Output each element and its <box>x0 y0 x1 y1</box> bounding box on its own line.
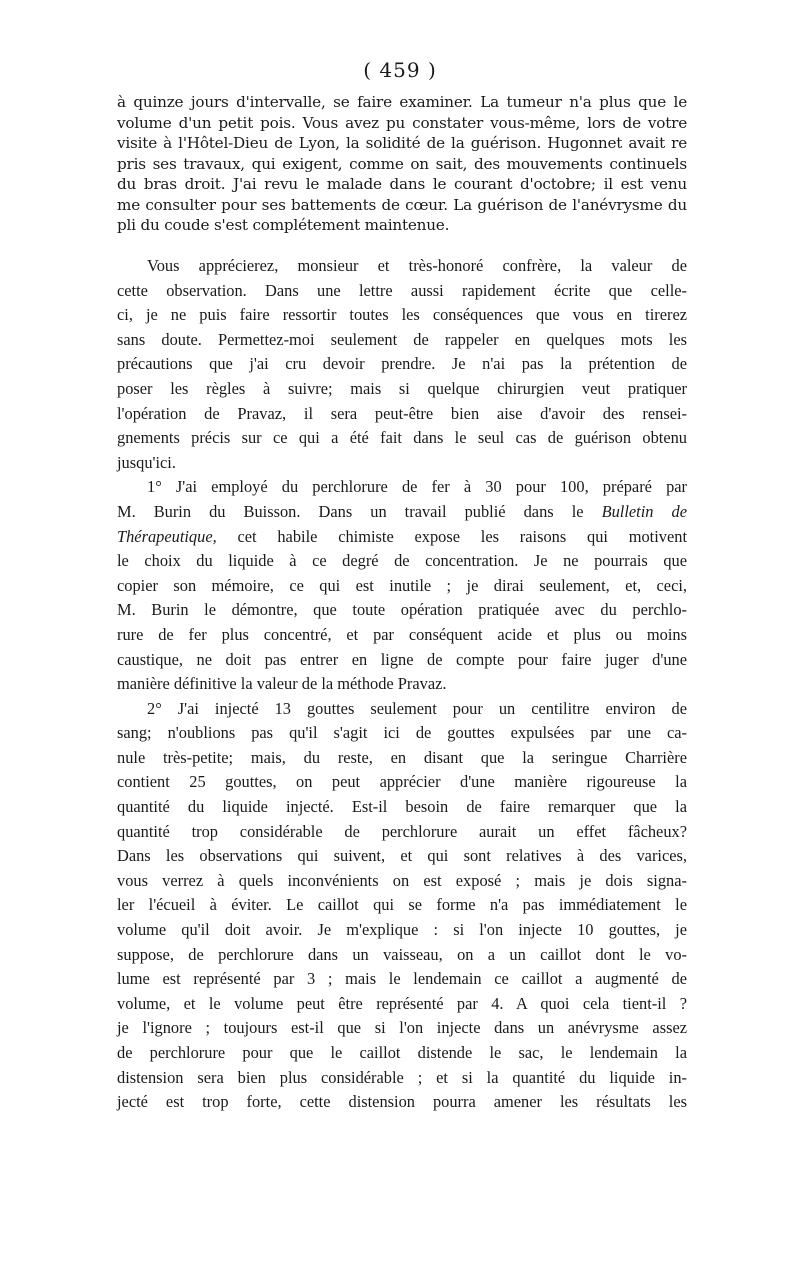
paragraph-point-2 <box>117 697 687 1115</box>
text-line: je l'ignore ; toujours est-il que si l'on injecte dans un anévrysme assez <box>117 1018 687 1038</box>
text-line: jusqu'ici. <box>117 452 176 472</box>
text-line: 2° J'ai injecté 13 gouttes seulement pour un centilitre environ de <box>147 698 687 718</box>
main-text <box>117 254 687 1115</box>
text-line: lume est représenté par 3 ; mais le lendemain ce caillot a augmenté de <box>117 969 687 989</box>
text-line <box>117 525 687 550</box>
page-number: ( 459 ) <box>363 58 437 82</box>
paragraph-point-1 <box>117 475 687 696</box>
text-line <box>117 500 687 525</box>
text-line: du bras droit. J'ai revu le malade dans le courant d'octobre; il est venu <box>117 175 687 193</box>
text-line: pris ses travaux, qui exigent, comme on sait, des mouvements continuels <box>117 154 687 173</box>
text-line: suppose, de perchlorure dans un vaisseau, on a un caillot dont le vo- <box>117 944 687 964</box>
text-line: me consulter pour ses battements de cœur. La guérison de l'anévrysme du <box>117 195 687 214</box>
italic-title: Bulletin de <box>601 501 687 521</box>
text-line: M. Burin le démontre, que toute opération pratiquée avec du perchlo- <box>117 600 687 620</box>
text-line: ci, je ne puis faire ressortir toutes les conséquences que vous en tirerez <box>117 305 687 325</box>
text-run: cet habile chimiste expose les raisons qui motivent <box>216 526 687 546</box>
text-line: quantité du liquide injecté. Est-il besoin de faire remarquer que la <box>117 797 687 817</box>
text-line: nule très-petite; mais, du reste, en disant que la seringue Charrière <box>117 747 687 767</box>
text-line: visite à l'Hôtel-Dieu de Lyon, la solidité de la guérison. Hugonnet avait re <box>117 134 687 152</box>
text-line: manière définitive la valeur de la méthode Pravaz. <box>117 674 447 694</box>
text-line: copier son mémoire, ce qui est inutile ; je dirai seulement, et, ceci, <box>117 575 687 595</box>
text-line: volume qu'il doit avoir. Je m'explique : si l'on injecte 10 gouttes, je <box>117 920 687 940</box>
text-line: volume, et le volume peut être représenté par 4. A quoi cela tient-il ? <box>117 993 687 1013</box>
text-line: Vous apprécierez, monsieur et très-honoré confrère, la valeur de <box>147 256 687 275</box>
text-line: poser les règles à suivre; mais si quelque chirurgien veut pratiquer <box>117 378 687 398</box>
text-line: ler l'écueil à éviter. Le caillot qui se forme n'a pas immédiatement le <box>117 895 687 915</box>
text-line: pli du coude s'est complétement maintenue. <box>117 216 450 234</box>
text-line: cette observation. Dans une lettre aussi rapidement écrite que celle- <box>117 280 687 300</box>
text-line: vous verrez à quels inconvénients on est exposé ; mais je dois signa- <box>117 870 687 890</box>
continuation-paragraph <box>117 92 687 236</box>
italic-title: Thérapeutique, <box>117 526 217 546</box>
paragraph-appreciation <box>117 254 687 475</box>
text-line: distension sera bien plus considérable ; et si la quantité du liquide in- <box>117 1067 687 1087</box>
text-line: rure de fer plus concentré, et par conséquent acide et plus ou moins <box>117 624 687 644</box>
text-line: de perchlorure pour que le caillot distende le sac, le lendemain la <box>117 1043 687 1062</box>
text-line: 1° J'ai employé du perchlorure de fer à 30 pour 100, préparé par <box>147 477 687 497</box>
text-line: contient 25 gouttes, on peut apprécier d'une manière rigoureuse la <box>117 772 687 792</box>
text-line: volume d'un petit pois. Vous avez pu constater vous-même, lors de votre <box>117 113 687 132</box>
text-line: Dans les observations qui suivent, et qui sont relatives à des varices, <box>117 846 687 866</box>
text-line: à quinze jours d'intervalle, se faire examiner. La tumeur n'a plus que le <box>117 93 687 111</box>
text-line: jecté est trop forte, cette distension pourra amener les résultats les <box>117 1092 687 1112</box>
text-line: gnements précis sur ce qui a été fait dans le seul cas de guérison obtenu <box>117 428 687 448</box>
text-line: sang; n'oublions pas qu'il s'agit ici de gouttes expulsées par une ca- <box>117 723 687 743</box>
text-line: quantité trop considérable de perchlorure aurait un effet fâcheux? <box>117 821 687 841</box>
text-line: caustique, ne doit pas entrer en ligne de compte pour faire juger d'une <box>117 649 687 669</box>
text-line: l'opération de Pravaz, il sera peut-être bien aise d'avoir des rensei- <box>117 403 687 423</box>
text-line: sans doute. Permettez-moi seulement de rappeler en quelques mots les <box>117 329 687 349</box>
text-line: le choix du liquide à ce degré de concentration. Je ne pourrais que <box>117 551 687 571</box>
text-run: M. Burin du Buisson. Dans un travail publié dans le <box>117 501 602 521</box>
text-line: précautions que j'ai cru devoir prendre. Je n'ai pas la prétention de <box>117 354 687 374</box>
